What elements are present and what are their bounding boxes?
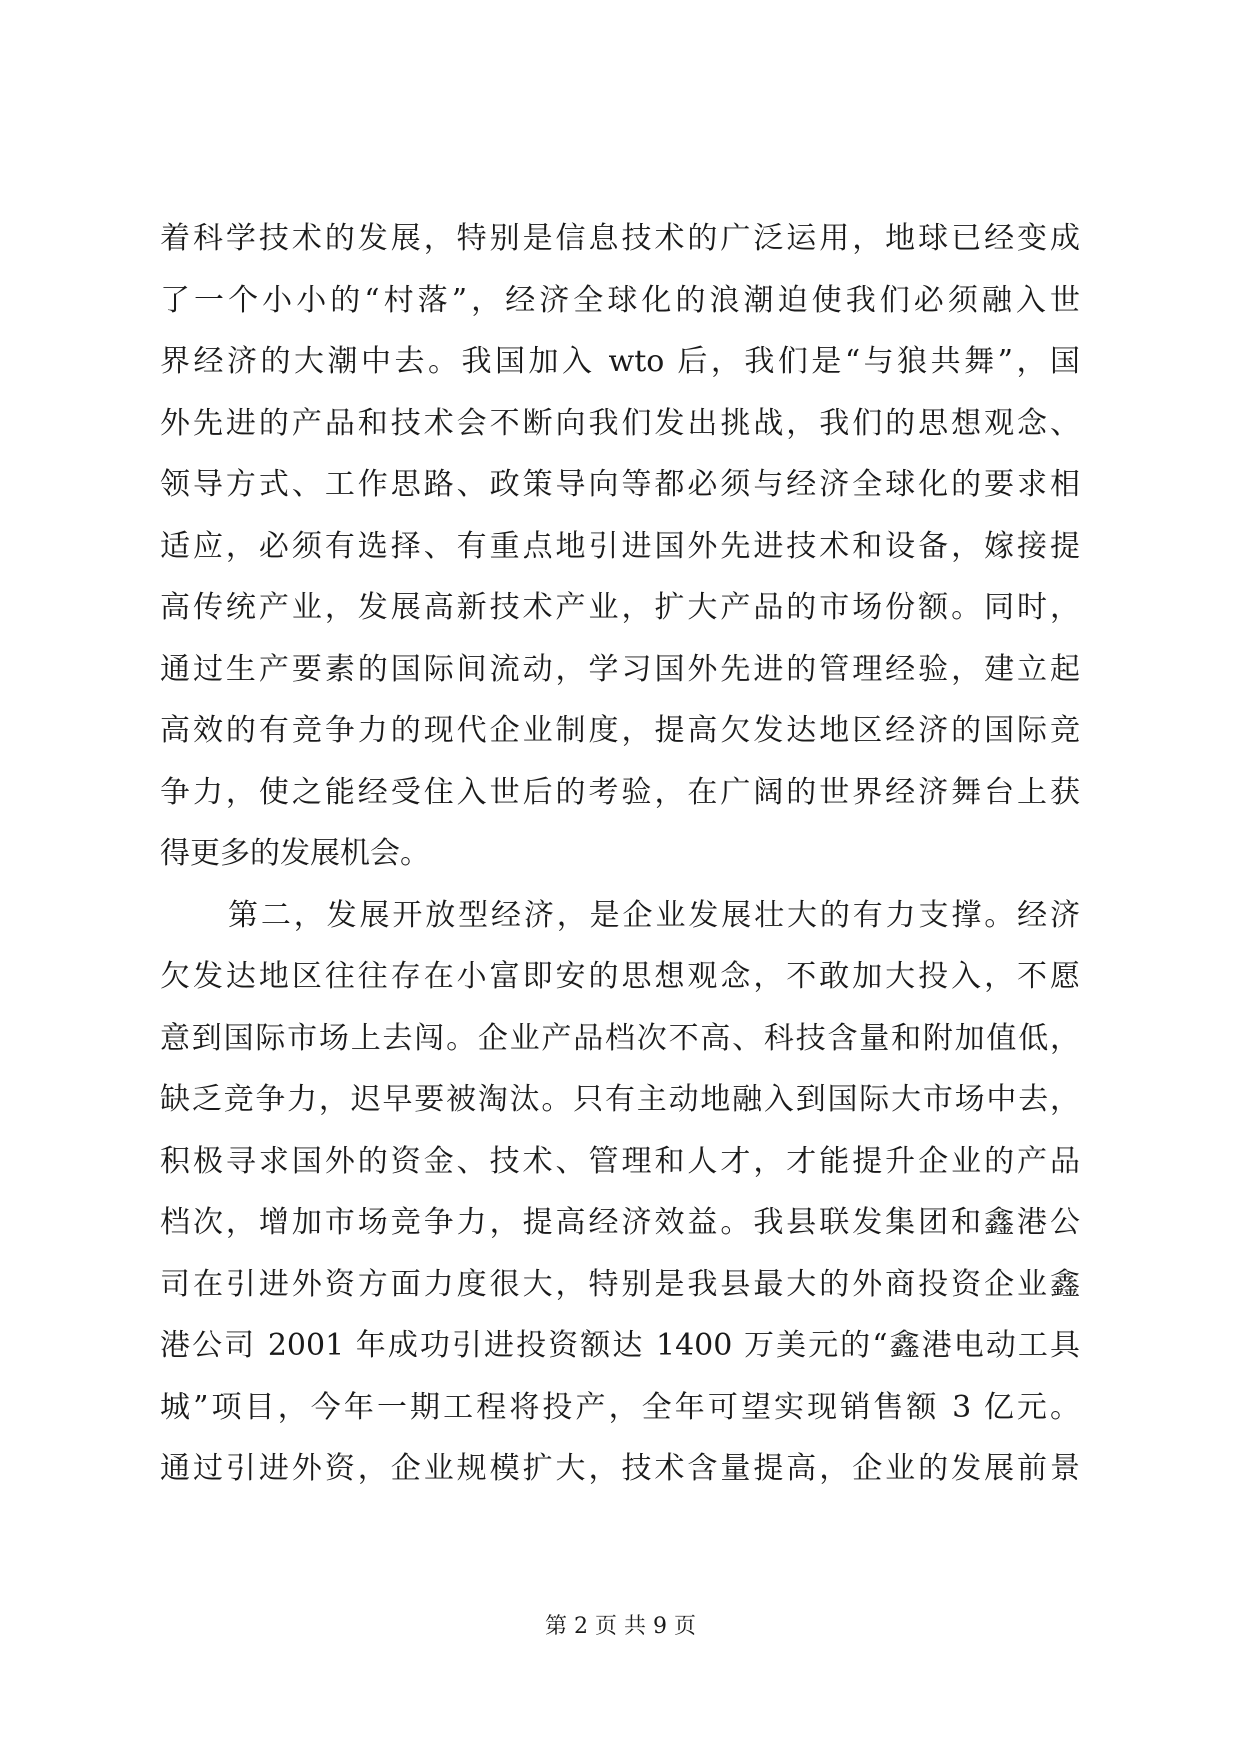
text-line: 港公司 2001 年成功引进投资额达 1400 万美元的“鑫港电动工具: [160, 1328, 1080, 1363]
text-line: 司在引进外资方面力度很大，特别是我县最大的外商投资企业鑫: [160, 1266, 1080, 1302]
body-text: [160, 208, 1080, 1500]
text-line: 通过引进外资，企业规模扩大，技术含量提高，企业的发展前景: [160, 1451, 1080, 1486]
text-line: 外先进的产品和技术会不断向我们发出挑战，我们的思想观念、: [160, 405, 1080, 441]
text-line: 缺乏竞争力，迟早要被淘汰。只有主动地融入到国际大市场中去，: [160, 1082, 1080, 1117]
text-line: 领导方式、工作思路、政策导向等都必须与经济全球化的要求相: [160, 467, 1080, 502]
text-line: 了一个小小的“村落”，经济全球化的浪潮迫使我们必须融入世: [160, 282, 1080, 318]
paragraph-1: [160, 208, 1080, 885]
text-line: 档次，增加市场竞争力，提高经济效益。我县联发集团和鑫港公: [160, 1205, 1080, 1240]
text-line: 第二，发展开放型经济，是企业发展壮大的有力支撑。经济: [228, 897, 1080, 933]
text-line: 城”项目，今年一期工程将投产，全年可望实现销售额 3 亿元。: [160, 1389, 1080, 1425]
text-line: 积极寻求国外的资金、技术、管理和人才，才能提升企业的产品: [160, 1143, 1080, 1179]
text-line: 欠发达地区往往存在小富即安的思想观念，不敢加大投入，不愿: [160, 959, 1080, 994]
text-line: 意到国际市场上去闯。企业产品档次不高、科技含量和附加值低，: [160, 1020, 1080, 1056]
page-number-footer: 第 2 页 共 9 页: [545, 1614, 696, 1639]
text-line: 高效的有竞争力的现代企业制度，提高欠发达地区经济的国际竞: [160, 713, 1080, 748]
text-line: 着科学技术的发展，特别是信息技术的广泛运用，地球已经变成: [160, 221, 1080, 256]
text-line: 界经济的大潮中去。我国加入 wto 后，我们是“与狼共舞”，国: [160, 344, 1080, 379]
text-line: 高传统产业，发展高新技术产业，扩大产品的市场份额。同时，: [160, 590, 1080, 625]
text-line: 争力，使之能经受住入世后的考验，在广阔的世界经济舞台上获: [160, 774, 1080, 810]
text-line: 适应，必须有选择、有重点地引进国外先进技术和设备，嫁接提: [160, 528, 1080, 564]
paragraph-2: [160, 885, 1080, 1500]
text-line: 得更多的发展机会。: [160, 836, 430, 871]
text-line: 通过生产要素的国际间流动，学习国外先进的管理经验，建立起: [160, 651, 1080, 687]
